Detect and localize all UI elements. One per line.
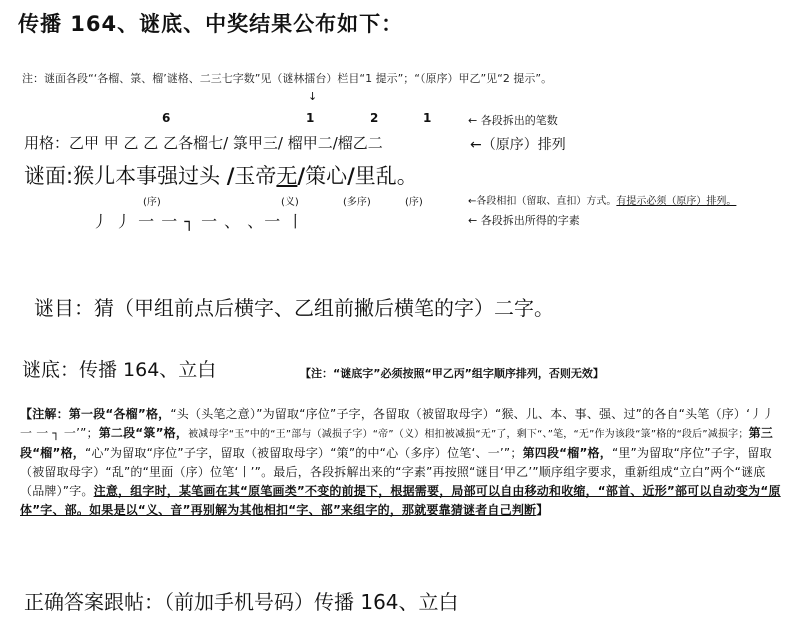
arrow-down-icon: ↓ [308,90,318,103]
riddle-answer: 谜底：传播 164、立白 [22,359,217,381]
stroke-elements: 丿 丿 一 一 ┐ 一 、 、一 丨 [92,212,305,231]
riddle-part-1: 谜面:猴儿本事强过头 [24,164,227,188]
separator: / [297,164,306,188]
yongge-line: 用格：乙甲 甲 乙 乙 乙各榴七/ 箓甲三/ 榴甲二/榴乙二 [24,134,383,152]
position-label-2: (义) [281,197,299,208]
stroke-count-2: 1 [306,111,315,125]
position-label-4: (序) [405,197,423,208]
answer-note: 【注：“谜底字”必须按照“甲乙丙”组字顺序排列，否则无效】 [300,367,604,380]
stroke-count-label: ← 各段拆出的笔数 [468,114,558,127]
riddle-part-3: 策心 [305,164,348,188]
riddle-part-2: 玉帝 [234,164,277,188]
riddle-target: 谜目：猜（甲组前点后横字、乙组前撇后横笔的字）二字。 [34,296,554,320]
riddle-part-2-underlined: 无 [276,164,298,188]
stroke-count-1: 6 [162,111,171,125]
riddle-face [24,160,418,190]
separator: / [226,164,235,188]
stroke-count-3: 2 [370,111,379,125]
yongge-label: ←（原序）排列 [470,137,566,153]
stroke-count-4: 1 [423,111,432,125]
riddle-part-4: 里乱。 [354,164,418,188]
stroke-elements-label: ← 各段拆出所得的字素 [468,214,580,227]
explanation: 【注解：第一段“各榴”格，“头（头笔之意）”为留取“序位”子字，各留取（被留取母字）“猴、儿、本、事、强、过”的各自“头笔（序）‘丿丿一 一 ┐ 一’”；第二段“箓”格，被减母字“玉”中的“王”部与（减损子字）“帝”（义）相扣被减损“无”了，剩下“、”笔，“无”作为该段“箓”格的“段后”减损字；第三段“榴”格，“心”为留取“序位”子字，留取（被留取母字）“策”的中“心（多序）位笔‘、一’”；第四段“榴”格，“里”为留取“序位”子字，留取（被留取母字）“乱”的“里面（序）位笔‘丨’”。最后，各段拆解出来的“字素”再按照“谜目‘甲乙’”顺序组字要求，重新组成“立白”两个“谜底（品牌）”字。注意，组字时，某笔画在其“原笔画类”不变的前提下，根据需要，局部可以自由移动和收缩，“部首、近形”部可以自动变为“原体”字、部。如果是以“义、音”再别解为其他相扣“字、部”来组字的，那就要靠猜谜者自己判断】 [20,407,781,517]
note-line: 注：谜面各段“‘各榴、箓、榴’谜格、二三七字数”见（谜林擂台）栏目“1 提示”；“（原序）甲乙”见“2 提示”。 [22,72,553,85]
separator: / [347,164,355,188]
page-title: 传播 164、谜底、中奖结果公布如下： [18,12,404,36]
method-label: ←各段相扣（留取、直扣）方式。有提示必须（原序）排列。 [468,196,737,207]
answer-instruction: 正确答案跟帖：（前加手机号码）传播 164、立白 [24,590,459,614]
position-label-3: (多序) [343,197,371,208]
position-label-1: (序) [143,197,161,208]
